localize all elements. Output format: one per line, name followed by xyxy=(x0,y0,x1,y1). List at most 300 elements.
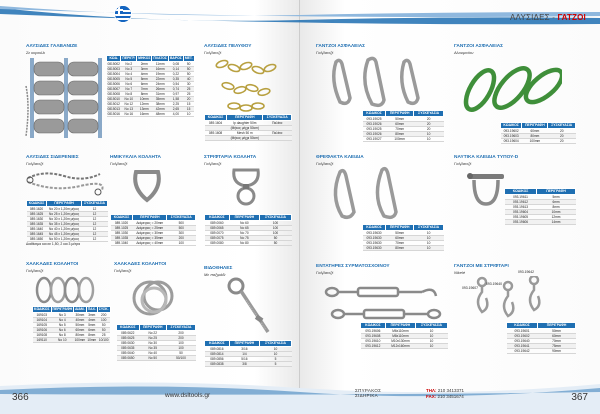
table-cell: 6mm xyxy=(137,81,152,86)
table-row xyxy=(27,221,108,226)
col-header: ΠΕΡΙΓΡΑΦΗ xyxy=(385,323,415,329)
decorative-chains-table xyxy=(204,114,292,141)
table-cell: 093.19602 xyxy=(507,333,538,338)
table-cell: Νο 6 xyxy=(121,81,137,86)
table-cell: 093.19642 xyxy=(507,348,538,353)
table-cell: 093.19613 xyxy=(505,204,537,209)
table-cell: 70mm xyxy=(538,338,576,343)
table-cell: M8x110mm xyxy=(385,333,415,338)
table-cell: 10 xyxy=(416,333,448,338)
table-cell: 15 xyxy=(183,101,194,106)
availability-note: Διαθέσιμα και σε 1,50, 2 και 3 μέτρα xyxy=(26,242,81,246)
table-cell: Νο 80 xyxy=(229,240,259,245)
table-cell: 10 xyxy=(414,136,444,141)
table-cell: 089.1608 xyxy=(205,130,227,135)
table-cell: 25 xyxy=(97,332,110,337)
brand-line: ΣΙΔΗΡΙΚΑ xyxy=(355,393,378,398)
section-title: ΕΝΤΑΤΗΡΕΣ ΣΥΡΜΑΤΟΣΧΟΙΝΟΥ xyxy=(316,264,390,269)
table-cell: 500 xyxy=(167,220,196,225)
section-swivel-hooks xyxy=(454,264,509,275)
product-code-label: 093.19607 xyxy=(462,286,479,290)
iron-chain-image xyxy=(24,168,104,196)
table-cell: 50 xyxy=(97,327,110,332)
table-cell: 50mm xyxy=(538,328,576,333)
table-cell: 50 xyxy=(260,240,292,245)
table-cell: 40 xyxy=(183,76,194,81)
table-cell: Νο 35 x 1,20m μήκος xyxy=(47,221,82,226)
table-cell: 089.1035 xyxy=(111,235,133,240)
table-row xyxy=(111,225,196,230)
col-header: ΚΩΔΙΚΟΣ xyxy=(205,215,230,221)
section-subtitle: Γαλβανιζέ xyxy=(26,268,44,273)
table-cell: 3mm xyxy=(86,312,97,317)
table-cell: Νο 4 xyxy=(121,71,137,76)
footer-wave xyxy=(0,380,600,414)
col-header: ΠΕΡΙΓΡ. xyxy=(122,56,136,61)
table-cell: 089.0838 xyxy=(205,361,230,366)
col-header: ΠΕΡΙΓΡΑΦΗ xyxy=(229,341,259,347)
table-cell: 16mm xyxy=(152,66,169,71)
section-snap-hooks xyxy=(316,44,365,55)
table-cell: 60mm xyxy=(386,235,414,240)
table-cell: 6mm xyxy=(537,199,576,204)
chain-reel-rack-image xyxy=(24,56,106,140)
table-cell: Mesh 50 m xyxy=(227,130,263,135)
table-cell: 0,08 xyxy=(168,61,183,66)
col-header: ΣΥΣΚΕΥΑΣΙΑ xyxy=(260,215,292,221)
table-cell: 0815007 xyxy=(107,86,120,91)
section-subtitle: Γαλβανιζέ xyxy=(316,161,334,166)
table-row xyxy=(507,348,576,353)
table-cell: 0815002 xyxy=(107,61,120,66)
brand-logo xyxy=(355,388,381,398)
table-cell: Νο 2 xyxy=(121,61,137,66)
table-cell: 16mm xyxy=(137,111,152,116)
col-header: ΚΩΔΙΚΟΣ xyxy=(501,123,522,129)
d-shackle-image xyxy=(466,166,506,208)
table-cell: 093.19604 xyxy=(501,138,522,143)
table-cell: 10 xyxy=(260,346,292,351)
table-cell: 0815008 xyxy=(107,91,120,96)
table-cell: 5mm xyxy=(137,76,152,81)
table-cell: 0,22 xyxy=(168,71,183,76)
table-cell: 22mm xyxy=(152,76,169,81)
col-header: ΚΩΔΙΚΟΣ xyxy=(205,341,230,347)
table-cell: 0815004 xyxy=(107,71,120,76)
table-row xyxy=(111,220,196,225)
table-cell: 12mm xyxy=(137,101,152,106)
table-cell: Παλέτα xyxy=(263,120,292,125)
table-cell: Νο 4 xyxy=(51,317,74,322)
table-cell: Νο 7 xyxy=(121,86,137,91)
table-cell: Νο 8 xyxy=(51,332,74,337)
table-cell: 089.0814 xyxy=(205,351,230,356)
table-cell: 75mm xyxy=(538,343,576,348)
table-cell: 089.0622 xyxy=(117,330,140,335)
col-header: ΣΥΣΚΕΥΑΣΙΑ xyxy=(414,225,444,231)
col-header: ΣΥΣΚΕΥΑΣΙΑ xyxy=(166,325,195,331)
table-row xyxy=(205,135,292,140)
contact-info xyxy=(426,388,464,399)
table-cell: 089.0625 xyxy=(117,335,140,340)
table-cell: 0815005 xyxy=(107,76,120,81)
col-header: ΠΕΡΙΓΡΑΦΗ xyxy=(139,325,166,331)
table-row xyxy=(361,343,448,348)
col-header: ΣΥΣΚΕΥΑΣΙΑ xyxy=(263,115,292,121)
table-cell: 60mm xyxy=(538,333,576,338)
table-cell: 100 xyxy=(97,317,110,322)
tel-number: 210 3413371 xyxy=(437,388,465,393)
table-row xyxy=(111,230,196,235)
table-cell: 10 xyxy=(414,245,444,250)
table-cell: 5 xyxy=(260,356,292,361)
table-cell: 089.1630 xyxy=(27,216,47,221)
table-cell: 200 xyxy=(97,312,110,317)
table-cell: 31mm xyxy=(152,91,169,96)
turnbuckles-table xyxy=(360,322,448,349)
table-cell: 093.19611 xyxy=(505,194,537,199)
table-cell: 10 xyxy=(416,328,448,333)
eye-bolts-table xyxy=(204,340,292,367)
shackles-table xyxy=(504,188,576,225)
table-cell: Νο 30 xyxy=(139,340,166,345)
table-cell: 093.19026 xyxy=(363,131,386,136)
table-cell: 093.19025 xyxy=(363,116,386,121)
page-number-right: 367 xyxy=(571,392,588,403)
table-row xyxy=(33,337,111,342)
table-cell: 20 xyxy=(548,133,576,138)
col-header: ΠΕΡΙΓΡΑΦΗ xyxy=(538,323,576,329)
table-cell: 089.0070 xyxy=(205,230,230,235)
table-cell: 30mm xyxy=(75,312,85,317)
table-cell: 089.0650 xyxy=(117,355,140,360)
table-row xyxy=(107,111,195,116)
table-cell: 089.0080 xyxy=(205,240,230,245)
table-cell: 14mm xyxy=(537,219,576,224)
section-subtitle: Γαλβανιζέ xyxy=(114,268,132,273)
aluminium-snap-hooks-image xyxy=(458,56,562,120)
table-cell: 10/100 xyxy=(98,337,109,342)
table-cell: 50mm xyxy=(386,230,414,235)
section-galvanized-chains xyxy=(26,44,77,55)
section-title: ΓΑΝΤΖΟΙ ΑΣΦΑΛΕΙΑΣ xyxy=(454,44,504,49)
table-row xyxy=(27,206,108,211)
table-cell: 093.19641 xyxy=(507,343,538,348)
page-header-title: ΑΛΥΣΙΔΕΣ - ΓΑΤΖΟΙ xyxy=(509,13,586,22)
section-swivels xyxy=(204,155,256,166)
table-cell: 35mm xyxy=(152,96,169,101)
turnbuckles-image xyxy=(322,284,446,326)
col-header: ΠΕΡΙΓΡΑΦΗ xyxy=(52,307,73,312)
table-cell: 089.0635 xyxy=(117,345,140,350)
table-row xyxy=(111,240,196,245)
half-rings-table xyxy=(110,214,196,246)
table-cell: 1/4 xyxy=(229,351,259,356)
table-cell: 500 xyxy=(167,225,196,230)
table-cell: Νο 60 xyxy=(229,220,259,225)
table-cell: 8mm xyxy=(86,332,97,337)
section-title: ΧΑΛΚΑΔΕΣ ΚΟΛΛΗΤΟΙ xyxy=(114,262,167,267)
table-cell: M12x160mm xyxy=(385,343,415,348)
col-header: ΣΥΣΚΕΥΑΣΙΑ xyxy=(167,215,196,221)
table-cell: 093.19608 xyxy=(361,333,386,338)
table-cell: Νο 3 xyxy=(51,312,74,317)
table-cell: 089.1020 xyxy=(111,220,133,225)
table-cell: 70mm xyxy=(386,240,414,245)
table-cell: 093.19630 xyxy=(363,240,386,245)
table-cell: 12 xyxy=(82,211,108,216)
table-cell: 42mm xyxy=(152,106,169,111)
table-cell: 169110 xyxy=(33,337,52,342)
table-cell: Νο 6 xyxy=(51,327,74,332)
table-cell: 4,00 xyxy=(168,111,183,116)
col-header: ΔΙΑΜ. xyxy=(75,307,85,312)
table-cell: 12 xyxy=(82,216,108,221)
table-row xyxy=(27,216,108,221)
table-cell: 2mm xyxy=(137,61,152,66)
table-cell: 10 xyxy=(260,351,292,356)
table-cell xyxy=(263,135,292,140)
table-cell: 093.19612 xyxy=(505,199,537,204)
table-cell: 093.19602 xyxy=(501,128,522,133)
table-row xyxy=(27,211,108,216)
table-cell: Νο 10 xyxy=(121,96,137,101)
table-cell: 50mm xyxy=(75,322,85,327)
col-header: ΠΕΡΙΓΡΑΦΗ xyxy=(386,111,414,117)
col-header: ΣΥΣΚΕΥΑΣΙΑ xyxy=(414,111,444,117)
table-cell: 50 xyxy=(166,350,195,355)
table-cell: 093.19630 xyxy=(363,230,386,235)
section-snap-hooks-aluminium xyxy=(454,44,503,55)
table-row xyxy=(205,120,292,125)
website-link[interactable]: www.dsltools.gr xyxy=(165,392,211,399)
table-row xyxy=(117,335,196,340)
table-cell: 0815003 xyxy=(107,66,120,71)
table-row xyxy=(501,138,576,143)
section-shackles xyxy=(454,155,518,166)
table-cell: 093.19604 xyxy=(505,209,537,214)
table-cell: 1,58 xyxy=(168,96,183,101)
fire-clips-table xyxy=(362,224,444,251)
table-cell: 089.0075 xyxy=(205,235,230,240)
table-cell: (Μήκος μέχρι 50cm) xyxy=(227,135,263,140)
table-cell: 15 xyxy=(183,106,194,111)
product-code-label: 093.19640 xyxy=(486,282,503,286)
table-cell: Νο 3 xyxy=(121,66,137,71)
col-header: ΠΕΡΙΓΡΑΦΗ xyxy=(133,215,167,221)
brand-line: ΣΠΥΡΑΚΟΣ xyxy=(355,388,382,393)
table-cell: 300 xyxy=(167,230,196,235)
table-cell: 100mm xyxy=(386,136,414,141)
table-cell: 50 xyxy=(97,322,110,327)
col-header: ΠΕΡΙΓΡΑΦΗ xyxy=(47,201,82,207)
d-ring-image xyxy=(130,166,164,206)
table-cell: 10 xyxy=(183,111,194,116)
page-number-left: 366 xyxy=(12,392,29,403)
table-cell: 30 xyxy=(183,81,194,86)
col-header: ΣΥΣΚΕΥΑΣΙΑ xyxy=(82,201,108,207)
table-cell: 60mm xyxy=(522,128,548,133)
table-cell: 12 xyxy=(82,206,108,211)
table-cell: 093.19027 xyxy=(363,136,386,141)
table-cell: 093.19601 xyxy=(507,328,538,333)
table-cell: 089.0060 xyxy=(205,220,230,225)
section-title: ΑΛΥΣΙΔΕΣ ΠΕΛΥΘΟΥ xyxy=(204,44,252,49)
table-cell: M10x130mm xyxy=(385,338,415,343)
table-cell: 12mm xyxy=(537,214,576,219)
product-code-label: 093.19642 xyxy=(518,270,535,274)
section-half-rings xyxy=(110,155,161,166)
section-title: ΒΙΔΟΘΗΛΕΣ xyxy=(204,266,233,271)
table-cell: 80mm xyxy=(386,131,414,136)
table-cell: Νο 20 x 1,20m μήκος xyxy=(47,206,82,211)
table-cell: 10 xyxy=(414,235,444,240)
section-subtitle: Γαλβανιζέ xyxy=(204,50,222,55)
table-cell: 089.1650 xyxy=(27,236,47,241)
table-cell: 093.19025 xyxy=(363,126,386,131)
table-cell: Νο 70 xyxy=(229,230,259,235)
table-cell: M6x110mm xyxy=(385,328,415,333)
table-cell: 8mm xyxy=(537,204,576,209)
table-cell: Νο 75 xyxy=(229,235,259,240)
table-cell: 0,74 xyxy=(168,86,183,91)
section-subtitle: Γαλβανιζέ xyxy=(316,50,334,55)
table-cell: Διάμετρος = 35mm xyxy=(133,235,167,240)
table-cell: 0815013 xyxy=(107,106,120,111)
table-cell: 25 xyxy=(183,86,194,91)
col-header: ΣΥΣΚΕΥΑΣΙΑ xyxy=(416,323,448,329)
table-cell: 093.19630 xyxy=(363,245,386,250)
table-cell: 10mm xyxy=(137,96,152,101)
table-cell: Νο 16 xyxy=(121,111,137,116)
col-header: ΚΩΔΙΚΟΣ xyxy=(111,215,133,221)
table-cell: 10 xyxy=(416,343,448,348)
tel-label: ΤΗΛ: xyxy=(426,388,437,393)
table-cell: Νο 8 xyxy=(121,91,137,96)
table-cell: 3mm xyxy=(137,66,152,71)
table-cell: 24mm xyxy=(152,81,169,86)
table-cell: 093.19606 xyxy=(361,328,386,333)
table-row xyxy=(205,361,292,366)
col-header: ΚΩΔΙΚΟΣ xyxy=(361,323,386,329)
table-cell: 90mm xyxy=(538,348,576,353)
section-title: ΑΛΥΣΙΔΕΣ ΓΑΛΒΑΝΙΖΕ xyxy=(26,44,78,49)
table-cell: 11mm xyxy=(152,61,169,66)
table-cell: 20 xyxy=(414,126,444,131)
section-title: ΧΑΛΚΑΔΕΣ ΚΟΛΛΗΤΟΙ xyxy=(26,262,79,267)
snap-hooks-image xyxy=(326,56,426,108)
table-cell: 089.0630 xyxy=(117,340,140,345)
page-fold xyxy=(299,0,300,414)
col-header: ΚΩΔΙΚΟΣ xyxy=(205,115,227,121)
table-cell: 093.19026 xyxy=(363,121,386,126)
table-row xyxy=(205,240,292,245)
table-cell: 20 xyxy=(414,121,444,126)
table-cell: 48mm xyxy=(152,111,169,116)
table-cell: Διάμετρος = 20mm xyxy=(133,220,167,225)
table-cell: 169105 xyxy=(33,322,52,327)
table-cell: 50/100 xyxy=(166,355,195,360)
table-cell: 80mm xyxy=(75,332,85,337)
col-header: ΚΩΔΙΚΟΣ xyxy=(505,189,537,195)
table-row xyxy=(205,130,292,135)
table-cell: Νο 25 xyxy=(139,335,166,340)
col-header: ΚΩΔΙΚΟΣ xyxy=(363,111,386,117)
section-subtitle: Γαλβανιζέ xyxy=(26,161,44,166)
table-cell: 100 xyxy=(166,345,195,350)
table-cell: 089.1635 xyxy=(27,221,47,226)
table-cell: 089.0856 xyxy=(205,356,230,361)
table-cell: 093.19605 xyxy=(505,214,537,219)
table-cell: 169108 xyxy=(33,332,52,337)
table-cell: 10 xyxy=(414,240,444,245)
table-cell: Νο 65 xyxy=(229,225,259,230)
table-cell: Νο 10 xyxy=(51,337,74,342)
table-row xyxy=(27,226,108,231)
table-cell: 169106 xyxy=(33,327,52,332)
col-header: ΠΛΑΤΟΣ xyxy=(153,56,167,61)
section-subtitle: Γαλβανιζέ xyxy=(316,270,334,275)
table-cell: 089.1025 xyxy=(111,225,133,230)
table-cell: 0815012 xyxy=(107,101,120,106)
rings-image xyxy=(34,276,98,304)
col-header: ΣΥΣΚΕΥΑΣΙΑ xyxy=(548,123,576,129)
table-cell: 20 xyxy=(183,96,194,101)
section-iron-chains xyxy=(26,155,79,166)
table-cell: 10mm xyxy=(537,209,576,214)
table-cell: 80mm xyxy=(386,245,414,250)
table-cell: 2,65 xyxy=(168,106,183,111)
col-header: ΒΑΡΟΣ xyxy=(169,56,182,61)
col-header: ΚΩΔΙΚΟΣ xyxy=(27,201,47,207)
section-title: ΓΑΝΤΖΟΙ ΑΣΦΑΛΕΙΑΣ xyxy=(316,44,366,49)
table-cell: 3/16 xyxy=(229,346,259,351)
table-cell: 50 xyxy=(183,66,194,71)
table-cell: Νο 50 x 1,20m μήκος xyxy=(47,236,82,241)
table-cell: 5mm xyxy=(537,194,576,199)
table-cell xyxy=(205,135,227,140)
table-cell: 25 xyxy=(183,91,194,96)
col-header: ΠΕΡΙΓΡΑΦΗ xyxy=(386,225,414,231)
swivel-hooks-image xyxy=(470,276,546,320)
table-cell: Νο 35 xyxy=(139,345,166,350)
table-cell: 089.0816 xyxy=(205,346,230,351)
table-cell: Διάμετρος = 30mm xyxy=(133,230,167,235)
table-cell: 6mm xyxy=(86,327,97,332)
fax-label: FAX: xyxy=(426,393,437,399)
col-header: ΣΥΣΚ. xyxy=(98,307,109,312)
table-cell: 50 xyxy=(183,71,194,76)
fax-number: 210 3451674 xyxy=(437,393,464,399)
table-row xyxy=(27,231,108,236)
table-cell: 100 xyxy=(167,240,196,245)
section-subtitle: Γαλβανιζέ xyxy=(454,161,472,166)
table-cell: Παλέτα xyxy=(263,130,292,135)
table-cell: 12 xyxy=(82,221,108,226)
col-header: ΠΕΡΙΓΡΑΦΗ xyxy=(522,123,548,129)
table-cell: Νο 40 x 1,20m μήκος xyxy=(47,226,82,231)
table-cell: 26mm xyxy=(152,86,169,91)
table-cell: 5mm xyxy=(86,322,97,327)
table-cell: 70mm xyxy=(386,126,414,131)
table-cell: 20 xyxy=(414,116,444,121)
table-cell: Νο 50 xyxy=(139,355,166,360)
table-cell: 200 xyxy=(166,330,195,335)
section-subtitle: Γαλβανιζέ xyxy=(110,161,128,166)
table-cell: 12 xyxy=(82,226,108,231)
fire-clips-image xyxy=(326,166,426,224)
eye-bolt-image xyxy=(226,276,274,338)
